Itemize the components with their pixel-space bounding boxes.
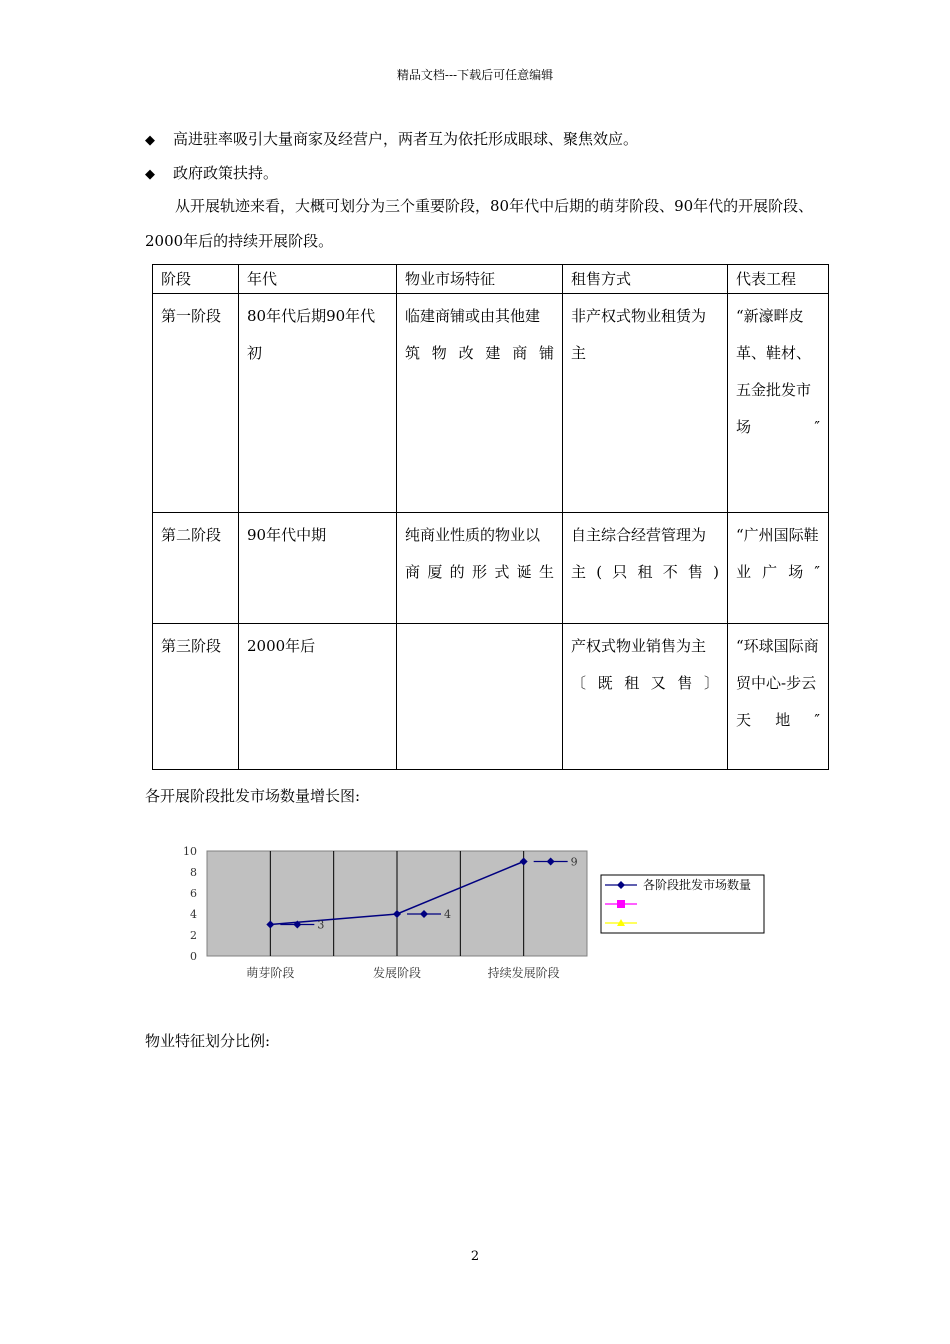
table-row [153,294,829,513]
table-cell: 纯商业性质的物业以商厦的形式诞生 [397,513,563,624]
table-cell: 80年代后期90年代初 [239,294,397,513]
table-header-cell: 代表工程 [728,265,829,294]
y-tick-label: 4 [190,908,197,921]
y-tick-label: 10 [183,845,197,858]
table-header-cell: 物业市场特征 [397,265,563,294]
table-header-cell: 年代 [239,265,397,294]
y-tick-label: 6 [190,887,197,900]
table-cell: 第三阶段 [153,624,239,770]
table-row [153,513,829,624]
table-header-row [153,265,829,294]
y-tick-label: 0 [190,950,197,963]
bullet-text: 政府政策扶持。 [173,164,279,182]
table-cell: 第一阶段 [153,294,239,513]
bullet-text: 高进驻率吸引大量商家及经营户，两者互为依托形成眼球、聚焦效应。 [173,130,639,148]
x-tick-label: 萌芽阶段 [246,966,295,980]
page-number: 2 [470,1249,480,1264]
intro-paragraph: 从开展轨迹来看，大概可划分为三个重要阶段，80年代中后期的萌芽阶段、90年代的开展阶段、2000年后的持续开展阶段。 [145,197,814,250]
table-header-cell: 租售方式 [563,265,728,294]
data-label: 3 [317,918,325,932]
diamond-bullet-icon: ◆ [145,133,155,148]
bullet-item [145,162,278,183]
data-label: 9 [570,855,578,869]
table-cell: 非产权式物业租赁为主 [563,294,728,513]
y-tick-label: 8 [190,866,197,879]
table-row [153,624,829,770]
data-label: 4 [444,908,451,921]
table-cell: “环球国际商贸中心-步云天地″ [728,624,829,770]
legend-label: 各阶段批发市场数量 [643,878,752,892]
bullet-item [145,128,638,149]
y-tick-label: 2 [190,929,197,942]
table-cell [397,624,563,770]
table-cell: “广州国际鞋业广场″ [728,513,829,624]
table-cell: “新濠畔皮革、鞋材、五金批发市场″ [728,294,829,513]
diamond-bullet-icon: ◆ [145,167,155,182]
x-tick-label: 持续发展阶段 [487,966,560,980]
growth-line-chart [170,838,790,988]
table-cell: 临建商铺或由其他建筑物改建商铺 [397,294,563,513]
section-caption: 物业特征划分比例: [145,1032,271,1050]
table-cell: 自主综合经营管理为主(只租不售) [563,513,728,624]
table-cell: 90年代中期 [239,513,397,624]
table-cell: 产权式物业销售为主〔既租又售〕 [563,624,728,770]
x-tick-label: 发展阶段 [372,966,422,980]
stage-table [152,264,829,770]
table-cell: 2000年后 [239,624,397,770]
table-header-cell: 阶段 [153,265,239,294]
page-header: 精品文档---下载后可任意编辑 [396,68,554,82]
legend-marker-square [617,900,625,908]
chart-caption: 各开展阶段批发市场数量增长图: [145,787,361,805]
table-cell: 第二阶段 [153,513,239,624]
